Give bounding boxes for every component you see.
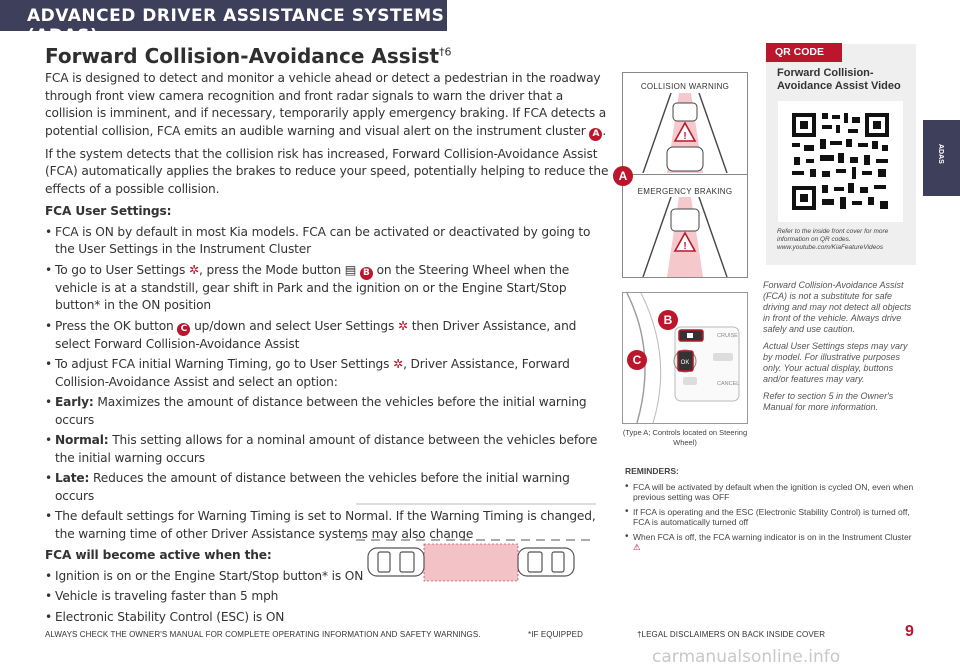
qr-code-image[interactable] [778, 101, 903, 222]
page-title: Forward Collision-Avoidance Assist$^{\dagger 6}$ [45, 44, 452, 68]
collision-warning-label: COLLISION WARNING [640, 82, 730, 91]
footer-if-equipped: *IF EQUIPPED [528, 630, 583, 639]
emergency-braking-graphic [623, 197, 747, 277]
callout-c: C [627, 350, 647, 370]
footer-legal: †LEGAL DISCLAIMERS ON BACK INSIDE COVER [637, 630, 826, 639]
instrument-cluster-figure [622, 72, 748, 278]
settings-gear-icon: ✲ [188, 262, 200, 277]
svg-text:OK: OK [680, 360, 690, 366]
side-note: Forward Collision-Avoidance Assist (FCA) is not a substitute for safe driving and may not detect all objects in front of the vehicle. Always drive safely and use caution. [763, 280, 912, 334]
side-tab-adas[interactable] [923, 120, 960, 196]
qr-note: Refer to the inside front cover for more information on QR codes. www.youtube.com/KiaFeatureVideos [777, 228, 889, 251]
reminder-item: • When FCA is off, the FCA warning indicator is on in the Instrument Cluster ⚠ [625, 532, 920, 553]
svg-text:!: ! [683, 131, 687, 142]
list-item: • The default settings for Warning Timing is set to Normal. If the Warning Timing is changed, the warning time of other Driver Assistance systems may also change [45, 508, 610, 543]
road-scene-illustration [356, 500, 596, 588]
badge-c: C [177, 323, 190, 336]
list-item: • Electronic Stability Control (ESC) is ON [45, 609, 610, 627]
list-item: • Normal: This setting allows for a nominal amount of distance between the vehicles before the initial warning occurs [45, 432, 610, 467]
side-note: Refer to section 5 in the Owner's Manual for more information. [763, 391, 894, 412]
footer-disclaimer: ALWAYS CHECK THE OWNER'S MANUAL FOR COMPLETE OPERATING INFORMATION AND SAFETY WARNINGS. [45, 630, 481, 639]
steering-figure-caption: (Type A; Controls located on Steering Wheel) [622, 428, 748, 447]
badge-a: A [589, 128, 602, 141]
list-item: • Vehicle is traveling faster than 5 mph [45, 588, 610, 606]
figure-divider [623, 174, 747, 175]
list-item: • To go to User Settings ✲, press the Mode button ▤ B on the Steering Wheel when the vehicle is at a standstill, gear shift in Park and the ignition on or the Engine Start/Stop button* in the ON position [45, 262, 610, 315]
badge-b: B [360, 267, 373, 280]
side-notes [763, 280, 915, 419]
list-item: • Late: Reduces the amount of distance between the vehicles before the initial warning occurs [45, 470, 610, 505]
reminder-item: • FCA will be activated by default when the ignition is cycled ON, even when previous setting was OFF [625, 482, 920, 503]
qr-code-tag: QR CODE [766, 43, 842, 62]
intro-paragraph-2: If the system detects that the collision risk has increased, Forward Collision-Avoidance Assist (FCA) automatically applies the brakes to reduce your speed, potentially helping to reduce the effects of a possible collision. [45, 146, 609, 196]
callout-b: B [658, 310, 678, 330]
front-car-icon [518, 548, 574, 576]
emergency-braking-label: EMERGENCY BRAKING [637, 187, 733, 196]
callout-a: A [613, 166, 633, 186]
rear-car-icon [368, 548, 424, 576]
list-item: • Press the OK button C up/down and select User Settings ✲ then Driver Assistance, and select Forward Collision-Avoidance Assist [45, 318, 610, 354]
list-item: • FCA is ON by default in most Kia models. FCA can be activated or deactivated by going to the User Settings in the Instrument Cluster [45, 224, 610, 259]
active-conditions-heading: FCA will become active when the: [45, 548, 272, 562]
fca-warning-indicator-icon: ⚠ [633, 542, 641, 552]
svg-text:!: ! [683, 241, 687, 252]
page-number: 9 [905, 623, 914, 640]
watermark: carmanualsonline.info [652, 647, 841, 667]
side-note: Actual User Settings steps may vary by model. For illustrative purposes only. Your actual display, buttons and/or features may vary. [763, 341, 908, 384]
user-settings-list [45, 224, 610, 544]
svg-text:CRUISE: CRUISE [717, 333, 738, 339]
intro-paragraph-1: FCA is designed to detect and monitor a vehicle ahead or detect a pedestrian in the roadway through front view camera recognition and front radar signals to warn the driver that a collision is imminent, and if necessary, temporarily apply emergency braking. If FCA detects a potential collision, FCA emits an audible warning and visual alert on the instrument cluster A . [45, 71, 607, 139]
settings-gear-icon: ✲ [393, 357, 404, 371]
section-header-bar [0, 0, 447, 46]
user-settings-heading: FCA User Settings: [45, 204, 172, 218]
mode-button-icon: ▤ [344, 262, 357, 277]
list-item: • To adjust FCA initial Warning Timing, go to User Settings ✲, Driver Assistance, Forward Collision-Avoidance Assist and select an option: [45, 356, 610, 391]
qr-code-icon [778, 101, 903, 222]
collision-warning-graphic [623, 93, 747, 173]
qr-video-title: Forward Collision- Avoidance Assist Video [777, 67, 901, 92]
svg-text:CANCEL: CANCEL [717, 381, 740, 387]
list-item: • Early: Maximizes the amount of distance between the vehicles before the initial warning occurs [45, 394, 610, 429]
reminder-item: • If FCA is operating and the ESC (Electronic Stability Control) is turned off, FCA is automatically turned off [625, 507, 920, 528]
title-superscript: †6 [439, 45, 452, 59]
side-tab-label: ADAS [937, 144, 944, 164]
settings-gear-icon: ✲ [397, 318, 408, 333]
reminders-heading: REMINDERS: [625, 466, 679, 476]
list-item: • Ignition is on or the Engine Start/Stop button* is ON [45, 568, 610, 586]
section-title: ADVANCED DRIVER ASSISTANCE SYSTEMS (ADAS) [27, 6, 445, 46]
reminders-section [625, 466, 920, 557]
